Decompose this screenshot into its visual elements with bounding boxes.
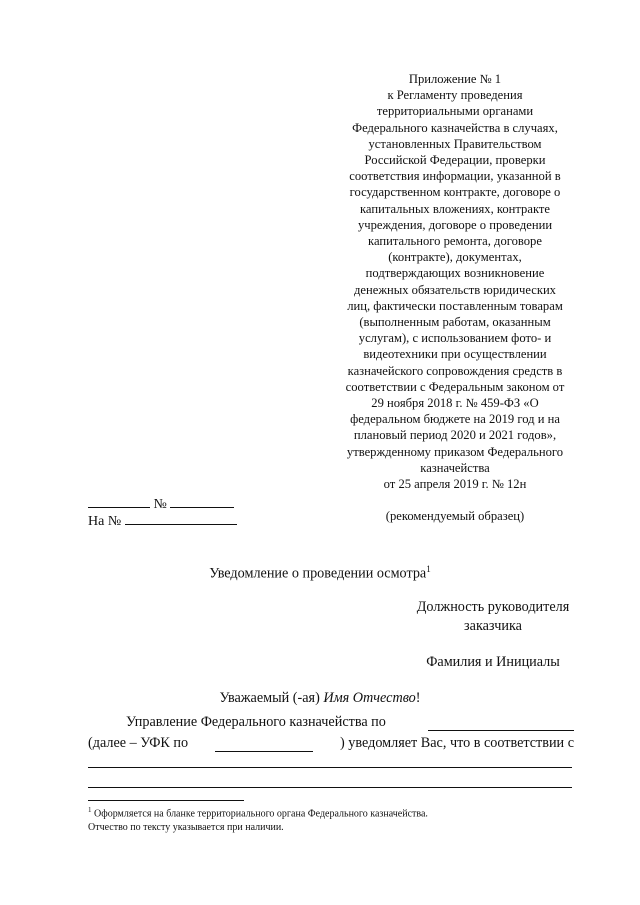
appendix-line: Федерального казначейства в случаях, [352,120,558,135]
appendix-line: Приложение № 1 [408,72,502,86]
basis-blank-line-1[interactable] [88,767,572,768]
footnotes [88,803,588,835]
appendix-line: учреждения, договоре о проведении [357,217,553,232]
reply-number-blank[interactable] [125,511,237,525]
appendix-line: капитальных вложениях, контракте [359,201,550,216]
reply-label: На № [88,514,122,529]
appendix-line: лиц, фактически поставленным товарам [347,298,563,313]
notice-title [0,564,640,583]
appendix-line: соответствии с Федеральным законом от [345,379,565,394]
basis-blank-line-2[interactable] [88,787,572,788]
appendix-line: Российской Федерации, проверки [364,153,546,168]
body-text-2a: (далее – УФК по [88,735,189,751]
appendix-line: 29 ноября 2018 г. № 459-ФЗ «О [371,396,539,411]
appendix-line: видеотехники при осуществлении [363,347,547,362]
appendix-line: соответствия информации, указанной в [349,169,561,184]
date-blank[interactable] [88,494,150,508]
greeting-suffix: ! [415,690,421,706]
outgoing-number-row [88,494,237,511]
appendix-line: (контракте), документах, [388,250,522,265]
footnote-separator [88,800,244,801]
appendix-line: к Регламенту проведения [387,88,523,103]
body-line-1 [88,714,574,731]
appendix-line: казначейского сопровождения средств в [347,363,563,378]
recipient-name: Фамилия и Инициалы [426,654,560,670]
recipient-block [382,598,604,672]
appendix-line: утвержденному приказом Федерального [346,444,564,459]
greeting [0,690,640,707]
footnote-1-mark: 1 [88,806,92,814]
recipient-position: Должность руководителя [416,599,570,615]
notice-title-text: Уведомление о проведении осмотра [209,565,427,582]
footnote-1-text: Оформляется на бланке территориального органа Федерального казначейства. [94,808,428,820]
appendix-line: плановый период 2020 и 2021 годов», [353,428,557,443]
appendix-line: от 25 апреля 2019 г. № 12н [383,477,527,492]
body-text-2b: ) уведомляет Вас, что в соответствии с [340,735,574,751]
appendix-line: денежных обязательств юридических [354,282,556,297]
sample-note: (рекомендуемый образец) [385,509,525,524]
footnote-1 [88,803,588,821]
appendix-header [330,71,580,524]
appendix-line: государственном контракте, договоре о [349,185,561,200]
appendix-line: установленных Правительством [368,136,542,151]
greeting-prefix: Уважаемый (-ая) [219,690,324,706]
number-blank[interactable] [170,494,234,508]
ufk-short-blank[interactable] [215,738,313,752]
appendix-line: (выполненным работам, оказанным [359,315,551,330]
outgoing-reference [88,494,237,528]
body-text-1: Управление Федерального казначейства по [126,714,386,730]
appendix-line: территориальными органами [376,104,534,119]
ufk-name-blank[interactable] [428,717,574,731]
appendix-line: капитального ремонта, договоре [368,234,542,249]
number-sign: № [153,497,167,512]
appendix-line: федеральном бюджете на 2019 год и на [350,412,560,427]
footnote-mark: 1 [426,564,431,574]
greeting-name: Имя Отчество [323,690,416,706]
reply-reference-row [88,511,237,528]
body-line-2 [88,735,574,752]
appendix-line: казначейства [420,460,490,475]
footnote-2: Отчество по тексту указывается при наличии. [88,822,284,834]
recipient-position-2: заказчика [464,618,522,634]
appendix-line: услугам), с использованием фото- и [358,331,552,346]
appendix-line: подтверждающих возникновение [365,266,545,281]
